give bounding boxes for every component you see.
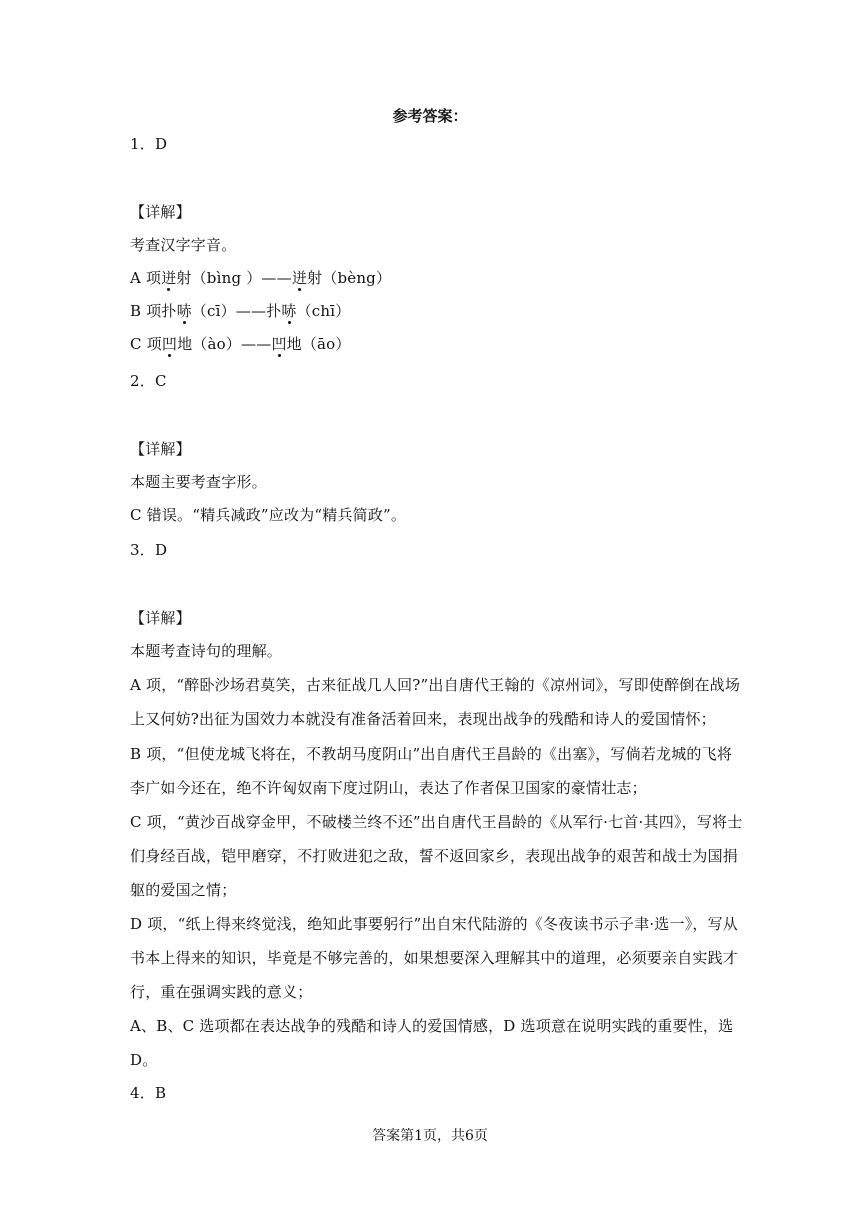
detail-heading-3: 【详解】 xyxy=(130,609,191,627)
page-title: 参考答案： xyxy=(392,107,468,125)
option-c-text-1: C 项 xyxy=(130,335,162,353)
detail-heading-2: 【详解】 xyxy=(130,440,191,458)
detail-line: 们身经百战，铠甲磨穿，不打败进犯之敌，誓不返回家乡，表现出战争的艰苦和战士为国捐 xyxy=(130,847,739,865)
option-c-line xyxy=(130,334,351,354)
detail-line: D 项，“纸上得来终觉浅，绝知此事要躬行”出自宋代陆游的《冬夜读书示子聿·选一》，写从 xyxy=(130,915,739,933)
page-footer: 答案第1页，共6页 xyxy=(372,1128,488,1144)
option-a-text-3: 射（bèng） xyxy=(307,269,392,287)
detail-intro-1: 考查汉字字音。 xyxy=(130,236,237,254)
detail-line: 行，重在强调实践的意义； xyxy=(130,983,313,1001)
detail-line: 躯的爱国之情； xyxy=(130,881,237,899)
option-a-text-2: 射（bìng ）—— xyxy=(176,269,292,287)
detail-line: 书本上得来的知识，毕竟是不够完善的，如果想要深入理解其中的道理，必须要亲自实践才 xyxy=(130,949,739,967)
detail-line: A 项，“醉卧沙场君莫笑，古来征战几人回?”出自唐代王翰的《凉州词》，写即使醉倒在战场 xyxy=(130,676,741,694)
option-b-text-3: （chī） xyxy=(296,302,351,320)
answer-1: 1．D xyxy=(130,135,168,153)
emphasis-char: 迸 xyxy=(161,269,177,287)
detail-line-2: C 错误。“精兵减政”应改为“精兵简政”。 xyxy=(130,506,407,524)
detail-intro-3: 本题考查诗句的理解。 xyxy=(130,642,283,660)
option-a-text-1: A 项 xyxy=(130,269,162,287)
detail-intro-2: 本题主要考查字形。 xyxy=(130,473,267,491)
detail-line: 上又何妨?出征为国效力本就没有准备活着回来，表现出战争的残酷和诗人的爱国情怀； xyxy=(130,710,716,728)
detail-line: B 项，“但使龙城飞将在，不教胡马度阴山”出自唐代王昌龄的《出塞》，写倘若龙城的飞将 xyxy=(130,745,733,763)
answer-2: 2．C xyxy=(130,372,167,390)
option-c-text-3: 地（āo） xyxy=(286,335,351,353)
answer-4: 4．B xyxy=(130,1084,167,1102)
detail-line: D。 xyxy=(130,1051,158,1069)
detail-heading-1: 【详解】 xyxy=(130,203,191,221)
emphasis-char: 迸 xyxy=(291,269,308,287)
option-c-text-2: 地（ào）—— xyxy=(177,335,272,353)
detail-line: A、B、C 选项都在表达战争的残酷和诗人的爱国情感，D 选项意在说明实践的重要性，选 xyxy=(130,1017,734,1035)
emphasis-char: 凹 xyxy=(161,335,178,353)
detail-line: C 项，“黄沙百战穿金甲，不破楼兰终不还”出自唐代王昌龄的《从军行·七首·其四》，写将士 xyxy=(130,813,743,831)
option-b-text-2: （cī）——扑 xyxy=(191,302,282,320)
detail-line: 李广如今还在，绝不许匈奴南下度过阴山，表达了作者保卫国家的豪情壮志； xyxy=(130,779,647,797)
option-b-line xyxy=(130,301,350,321)
answer-3: 3．D xyxy=(130,541,168,559)
option-a-line xyxy=(130,268,391,288)
emphasis-char: 哧 xyxy=(176,302,192,320)
emphasis-char: 哧 xyxy=(281,302,297,320)
emphasis-char: 凹 xyxy=(271,335,287,353)
option-b-text-1: B 项扑 xyxy=(130,302,177,320)
